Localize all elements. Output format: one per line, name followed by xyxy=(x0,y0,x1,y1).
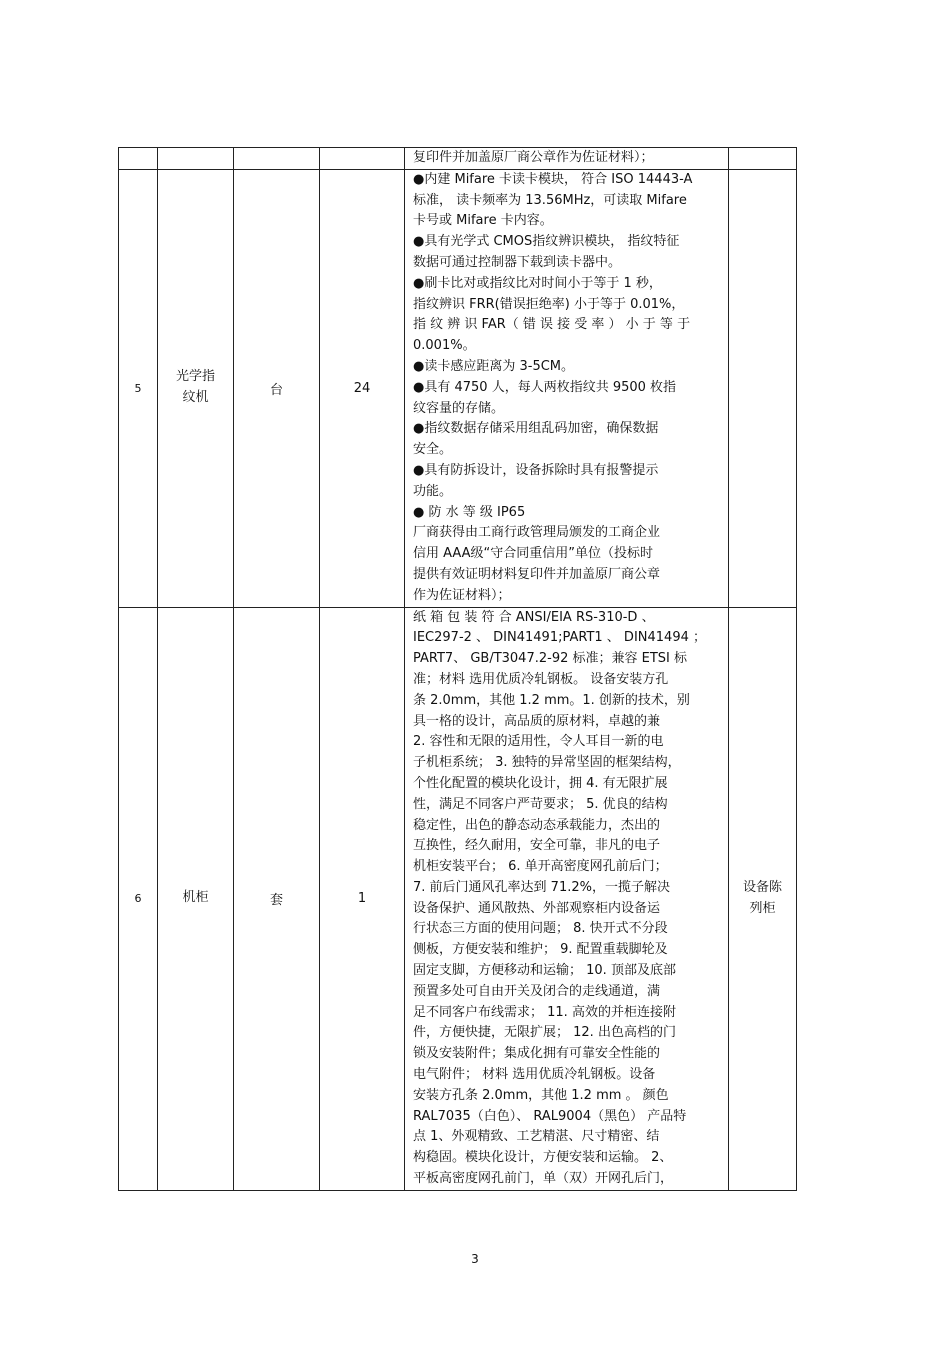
unit-cell: 套 xyxy=(234,607,320,1190)
description-line: 预置多处可自由开关及闭合的走线通道，满 xyxy=(413,983,661,999)
description-line: 行状态三方面的使用问题； 8. 快开式不分段 xyxy=(413,921,668,937)
item-name-line: 光学指 xyxy=(175,369,215,385)
description-line: 提供有效证明材料复印件并加盖原厂商公章 xyxy=(413,566,661,582)
description-line: 平板高密度网孔前门，单（双）开网孔后门， xyxy=(413,1171,674,1187)
description-line: 互换性，经久耐用，安全可靠，非凡的电子 xyxy=(413,838,661,854)
description-line: 点 1、外观精致、工艺精湛、尺寸精密、结 xyxy=(413,1129,660,1145)
description-line: 功能。 xyxy=(413,483,453,499)
description-line: 指纹辨识 FRR(错误拒绝率) 小于等于 0.01%， xyxy=(413,296,685,312)
table-row xyxy=(119,148,797,170)
description-line: 足不同客户布线需求； 11. 高效的并柜连接附 xyxy=(413,1004,676,1020)
description-line: 构稳固。模块化设计，方便安装和运输。 2、 xyxy=(413,1150,673,1166)
description-line: 纸 箱 包 装 符 合 ANSI/EIA RS-310-D 、 xyxy=(413,609,655,625)
description-line: 2. 容性和无限的适用性，令人耳目一新的电 xyxy=(413,734,664,750)
row-number-cell: 5 xyxy=(119,169,158,607)
item-name-cell xyxy=(158,148,234,170)
description-line: ●内建 Mifare 卡读卡模块， 符合 ISO 14443-A xyxy=(413,171,693,187)
remark-line: 设备陈 xyxy=(742,879,782,895)
description-line: 卡号或 Mifare 卡内容。 xyxy=(413,213,553,229)
description-line: 稳定性，出色的静态动态承载能力，杰出的 xyxy=(413,817,661,833)
description-line: ●读卡感应距离为 3-5CM。 xyxy=(413,358,575,374)
row-number-cell xyxy=(119,148,158,170)
description-line: 作为佐证材料）； xyxy=(413,587,511,603)
description-line: 信用 AAA级“守合同重信用”单位（投标时 xyxy=(413,546,654,562)
description-line: ●刷卡比对或指纹比对时间小于等于 1 秒， xyxy=(413,275,662,291)
description-line: 电气附件； 材料 选用优质冷轧钢板。设备 xyxy=(413,1067,656,1083)
item-name-line: 纹机 xyxy=(182,390,209,406)
description-line: 条 2.0mm，其他 1.2 mm。1. 创新的技术，别 xyxy=(413,692,690,708)
description-line: ●具有光学式 CMOS指纹辨识模块， 指纹特征 xyxy=(413,234,680,250)
description-line: ●具有 4750 人，每人两枚指纹共 9500 枚指 xyxy=(413,379,677,395)
unit-cell: 台 xyxy=(234,169,320,607)
item-name-line: 机柜 xyxy=(182,890,209,906)
description-line: ● 防 水 等 级 IP65 xyxy=(413,504,526,520)
description-line: 纹容量的存储。 xyxy=(413,400,505,416)
remark-cell xyxy=(729,169,797,607)
description-line: 子机柜系统； 3. 独特的异常坚固的框架结构， xyxy=(413,755,681,771)
unit-cell xyxy=(234,148,320,170)
description-cell xyxy=(405,148,729,170)
description-line: ●具有防拆设计，设备拆除时具有报警提示 xyxy=(413,462,659,478)
description-cell xyxy=(405,607,729,1190)
table-row xyxy=(119,169,797,607)
remark-line: 列柜 xyxy=(749,900,776,916)
item-name-cell xyxy=(158,607,234,1190)
description-line: 7. 前后门通风孔率达到 71.2%，一揽子解决 xyxy=(413,879,670,895)
description-line: 锁及安装附件；集成化拥有可靠安全性能的 xyxy=(413,1046,661,1062)
quantity-cell: 24 xyxy=(320,169,405,607)
description-line: 性，满足不同客户严苛要求； 5. 优良的结构 xyxy=(413,796,668,812)
description-cell xyxy=(405,169,729,607)
table-row xyxy=(119,607,797,1190)
description-line: 侧板，方便安装和维护； 9. 配置重载脚轮及 xyxy=(413,942,668,958)
row-number-cell: 6 xyxy=(119,607,158,1190)
description-line: 个性化配置的模块化设计，拥 4. 有无限扩展 xyxy=(413,775,668,791)
description-line: 安全。 xyxy=(413,442,453,458)
quantity-cell xyxy=(320,148,405,170)
description-line: 具一格的设计，高品质的原材料，卓越的兼 xyxy=(413,713,661,729)
description-line: 0.001%。 xyxy=(413,338,476,354)
description-line: ●指纹数据存储采用组乱码加密，确保数据 xyxy=(413,421,659,437)
page-number: 3 xyxy=(471,1252,479,1266)
remark-cell xyxy=(729,148,797,170)
description-line: 标准， 读卡频率为 13.56MHz，可读取 Mifare xyxy=(413,192,687,208)
description-line: IEC297-2 、 DIN41491;PART1 、 DIN41494 ； xyxy=(413,630,706,646)
remark-cell xyxy=(729,607,797,1190)
equipment-table xyxy=(118,147,797,1191)
description-line: 安装方孔条 2.0mm，其他 1.2 mm 。 颜色 xyxy=(413,1087,669,1103)
description-line: RAL7035（白色）、 RAL9004（黑色） 产品特 xyxy=(413,1108,687,1124)
quantity-cell: 1 xyxy=(320,607,405,1190)
description-line: 指 纹 辨 识 FAR（ 错 误 接 受 率 ） 小 于 等 于 xyxy=(413,317,691,333)
description-line: 件，方便快捷，无限扩展； 12. 出色高档的门 xyxy=(413,1025,676,1041)
item-name-cell xyxy=(158,169,234,607)
description-line: 准；材料 选用优质冷轧钢板。 设备安装方孔 xyxy=(413,671,669,687)
description-line: 厂商获得由工商行政管理局颁发的工商企业 xyxy=(413,525,661,541)
description-line: 设备保护、通风散热、外部观察柜内设备运 xyxy=(413,900,661,916)
description-line: PART7、 GB/T3047.2-92 标准；兼容 ETSI 标 xyxy=(413,651,688,667)
description-line: 固定支脚，方便移动和运输； 10. 顶部及底部 xyxy=(413,963,676,979)
description-line: 数据可通过控制器下载到读卡器中。 xyxy=(413,254,622,270)
description-line: 复印件并加盖原厂商公章作为佐证材料）； xyxy=(413,150,654,165)
description-line: 机柜安装平台； 6. 单开高密度网孔前后门； xyxy=(413,859,668,875)
